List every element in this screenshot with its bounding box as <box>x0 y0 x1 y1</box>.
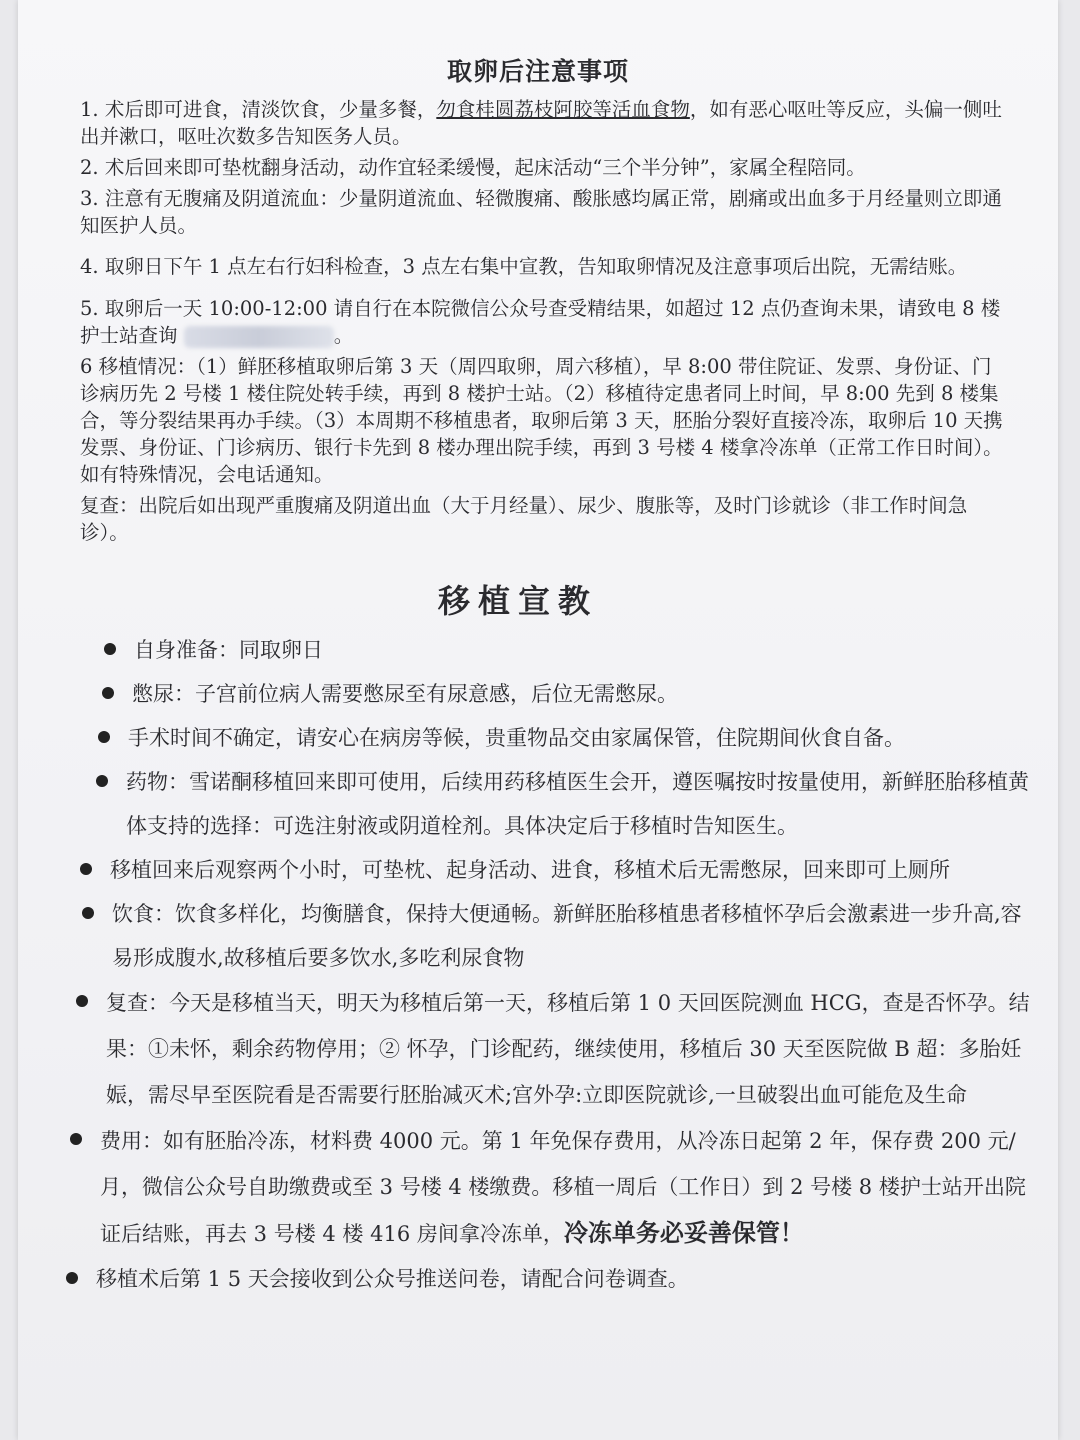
note-4-number: 4. <box>80 255 99 278</box>
bullet-item <box>66 980 1031 1118</box>
note-2 <box>80 154 1010 181</box>
note-6-text: 6 移植情况：（1）鲜胚移植取卵后第 3 天（周四取卵，周六移植），早 8:00 带住院证、发票、身份证、门诊病历先 2 号楼 1 楼住院处转手续，再到 8 楼护士站。（2）移植待定患者同上时间，早 8:00 先到 8 楼集合，等分裂结果再办手续。（3）本周期不移植患者，取卵后第 3 天，胚胎分裂好直接冷冻，取卵后 10 天携发票、身份证、门诊病历、银行卡先到 8 楼办理出院手续，再到 3 号楼 4 楼拿冷冻单（正常工作日时间）。如有特殊情况，会电话通知。 <box>80 355 1003 486</box>
bullet-item <box>72 892 1031 980</box>
bullet-item <box>94 628 1031 672</box>
bullet-text: 药物：雪诺酮移植回来即可使用，后续用药移植医生会开，遵医嘱按时按量使用，新鲜胚胎移植黄体支持的选择：可选注射液或阴道栓剂。具体决定后于移植时告知医生。 <box>126 770 1029 838</box>
bullet-text: 移植术后第 1 5 天会接收到公众号推送问卷，请配合问卷调查。 <box>96 1267 689 1291</box>
note-4 <box>80 245 1010 289</box>
note-1-text: 术后即可进食，清淡饮食，少量多餐， <box>104 98 437 121</box>
bullet-item <box>92 672 1031 716</box>
note-3 <box>80 185 1010 239</box>
bullet-dot <box>82 907 94 919</box>
bullet-item <box>86 760 1031 848</box>
bullet-text: 移植回来后观察两个小时，可垫枕、起身活动、进食，移植术后无需憋尿，回来即可上厕所 <box>110 858 950 882</box>
fee-emphasis: 冷冻单务必妥善保管！ <box>563 1218 804 1247</box>
note-1-number: 1. <box>80 98 99 121</box>
bullet-text: 饮食：饮食多样化，均衡膳食，保持大便通畅。新鲜胚胎移植患者移植怀孕后会激素进一步升高,容易形成腹水,故移植后要多饮水,多吃利尿食物 <box>112 902 1022 970</box>
bullet-dot <box>66 1272 78 1284</box>
note-5 <box>80 295 1010 349</box>
note-3-number: 3. <box>80 187 99 210</box>
note-2-text: 术后回来即可垫枕翻身活动，动作宜轻柔缓慢，起床活动“三个半分钟”，家属全程陪同。 <box>104 156 866 179</box>
bullet-text: 憋尿：子宫前位病人需要憋尿至有尿意感，后位无需憋尿。 <box>132 682 678 706</box>
note-1 <box>80 96 1010 150</box>
bullet-text: 手术时间不确定，请安心在病房等候，贵重物品交由家属保管，住院期间伙食自备。 <box>128 726 905 750</box>
bullet-dot <box>102 687 114 699</box>
note-4-text: 取卵日下午 1 点左右行妇科检查，3 点左右集中宣教，告知取卵情况及注意事项后出院，无需结账。 <box>104 255 968 278</box>
note-1-highlight: 勿食桂圆荔枝阿胶等活血食物 <box>436 98 690 121</box>
bullet-dot <box>104 643 116 655</box>
title-post-retrieval: 取卵后注意事项 <box>446 57 629 86</box>
bullet-item <box>70 848 1031 892</box>
document-page <box>18 0 1058 1440</box>
bullet-item <box>60 1118 1031 1257</box>
note-2-number: 2. <box>80 156 99 179</box>
bullet-item <box>88 716 1031 760</box>
bullet-text: 费用：如有胚胎冷冻，材料费 4000 元。第 1 年免保存费用，从冷冻日起第 2 年，保存费 200 元/月，微信公众号自助缴费或至 3 号楼 4 楼缴费。移植一周后（工作日）到 2 号楼 8 楼护士站开出院证后结账，再去 3 号楼 4 楼 416 房间拿冷冻单， <box>100 1129 1026 1246</box>
bullet-text: 复查：今天是移植当天，明天为移植后第一天，移植后第 1 0 天回医院测血 HCG，查是否怀孕。结果：①未怀，剩余药物停用；② 怀孕，门诊配药，继续使用，移植后 30 天至医院做 B 超：多胎妊娠，需尽早至医院看是否需要行胚胎减灭术;宫外孕:立即医院就诊,一旦破裂出血可能危及生命 <box>106 991 1030 1107</box>
note-5-end: 。 <box>333 324 354 347</box>
bullet-dot <box>96 775 108 787</box>
bullet-item <box>56 1257 1031 1301</box>
bullet-dot <box>76 995 88 1007</box>
recheck-text: 复查：出院后如出现严重腹痛及阴道出血（大于月经量）、尿少、腹胀等，及时门诊就诊（非工作时间急诊）。 <box>80 494 968 544</box>
bullet-dot <box>98 731 110 743</box>
title-transplant-education: 移植宣教 <box>437 582 598 620</box>
note-1-text-end: ，如有恶心呕吐等反应，头偏一侧吐出并漱口，呕吐次数多告知医务人员。 <box>80 98 1002 148</box>
bullet-dot <box>70 1133 82 1145</box>
note-5-text: 5. 取卵后一天 10:00-12:00 请自行在本院微信公众号查受精结果，如超过 12 点仍查询未果，请致电 8 楼护士站查询 <box>80 297 1001 347</box>
transplant-bullets <box>66 628 1031 1301</box>
note-recheck <box>80 492 1010 546</box>
note-6 <box>80 353 1010 488</box>
note-3-text: 注意有无腹痛及阴道流血：少量阴道流血、轻微腹痛、酸胀感均属正常，剧痛或出血多于月经量则立即通知医护人员。 <box>80 187 1002 237</box>
post-retrieval-notes <box>80 96 1010 550</box>
bullet-text: 自身准备：同取卵日 <box>134 638 323 662</box>
redacted-phone <box>184 326 334 348</box>
bullet-dot <box>80 863 92 875</box>
